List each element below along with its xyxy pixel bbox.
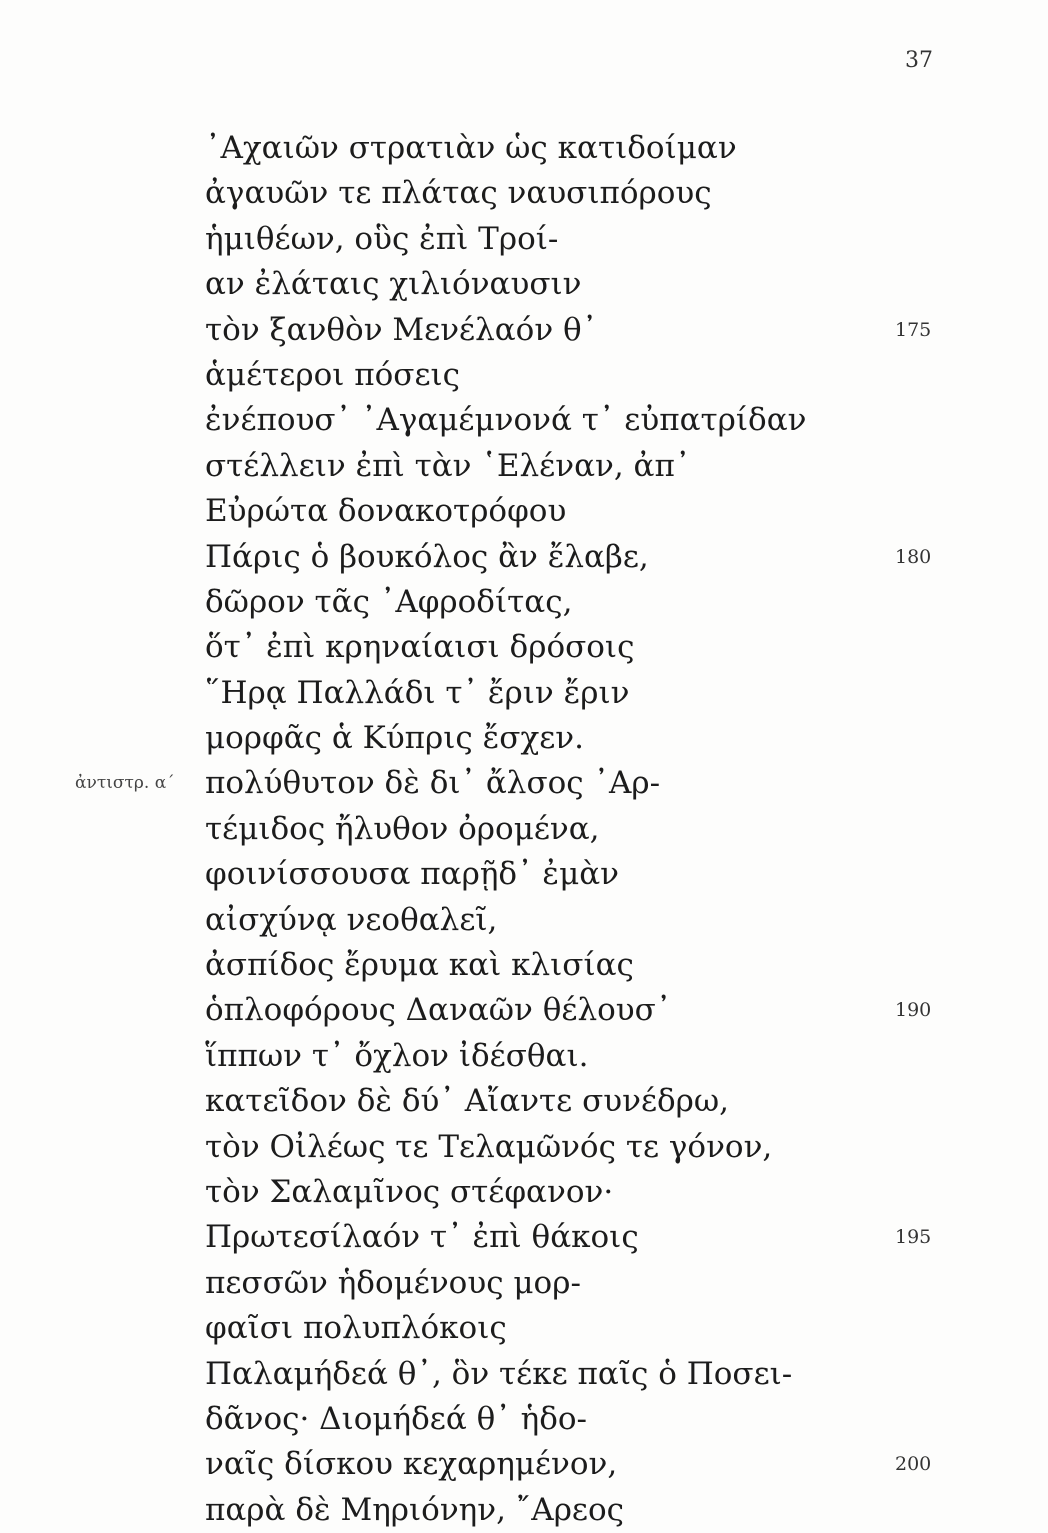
poem-line bbox=[205, 444, 845, 489]
poem-line bbox=[205, 988, 932, 1033]
poem-line bbox=[205, 353, 845, 398]
line-number: 195 bbox=[895, 1226, 932, 1249]
poem-line-text: τὸν Σαλαμῖνος στέφανον· bbox=[205, 1173, 614, 1210]
poem-line-text: ναῖς δίσκου κεχαρημένον, bbox=[205, 1446, 618, 1483]
poem-line-text: ὅτ᾿ ἐπὶ κρηναίαισι δρόσοις bbox=[205, 629, 635, 666]
poem-line bbox=[205, 580, 845, 625]
strophe-marker: ἀντιστρ. α´ bbox=[75, 773, 175, 794]
poem-line-text: παρὰ δὲ Μηριόνην, ῎Αρεος bbox=[205, 1491, 624, 1528]
poem-line-text: φοινίσσουσα παρῇδ᾿ ἐμὰν bbox=[205, 856, 619, 893]
poem-line bbox=[205, 126, 845, 171]
poem-line-text: ἡμιθέων, οὓς ἐπὶ Τροί- bbox=[205, 220, 559, 257]
poem-line bbox=[205, 807, 845, 852]
poem-text-block bbox=[75, 126, 932, 1533]
poem-line-text: αν ἐλάταις χιλιόναυσιν bbox=[205, 266, 582, 303]
poem-line bbox=[205, 1215, 932, 1260]
poem-line bbox=[205, 1170, 845, 1215]
poem-line-text: τὸν ξανθὸν Μενέλαόν θ᾿ bbox=[205, 311, 598, 348]
poem-line-text: Παλαμήδεά θ᾿, ὃν τέκε παῖς ὁ Ποσει- bbox=[205, 1355, 793, 1392]
poem-line-text: τέμιδος ἤλυθον ὀρομένα, bbox=[205, 810, 600, 847]
poem-line bbox=[205, 1079, 845, 1124]
poem-line-text: δᾶνος· Διομήδεά θ᾿ ἡδο- bbox=[205, 1400, 588, 1437]
poem-line-text: ἁμέτεροι πόσεις bbox=[205, 356, 461, 393]
poem-line bbox=[205, 535, 932, 580]
poem-line-text: ὁπλοφόρους Δαναῶν θέλουσ᾿ bbox=[205, 992, 672, 1029]
poem-line-text: ᾿Αχαιῶν στρατιὰν ὡς κατιδοίμαν bbox=[205, 130, 737, 166]
poem-line bbox=[205, 716, 845, 761]
poem-line bbox=[205, 943, 845, 988]
poem-line bbox=[205, 1306, 845, 1351]
poem-line-text: ἀγαυῶν τε πλάτας ναυσιπόρους bbox=[205, 175, 712, 212]
poem-line-text: ἀσπίδος ἔρυμα καὶ κλισίας bbox=[205, 947, 634, 984]
poem-line-text: φαῖσι πολυπλόκοις bbox=[205, 1310, 507, 1347]
line-number: 180 bbox=[895, 545, 932, 568]
poem-line bbox=[205, 1352, 845, 1397]
poem-line bbox=[205, 308, 932, 353]
poem-line bbox=[205, 217, 845, 262]
poem-line bbox=[75, 761, 845, 806]
line-number: 175 bbox=[895, 318, 932, 341]
poem-line-text: Εὐρώτα δονακοτρόφου bbox=[205, 493, 567, 530]
page-number: 37 bbox=[905, 48, 933, 73]
poem-line bbox=[205, 1125, 845, 1170]
line-number: 200 bbox=[895, 1453, 932, 1476]
poem-line bbox=[205, 262, 845, 307]
poem-line-text: τὸν Οἰλέως τε Τελαμῶνός τε γόνον, bbox=[205, 1128, 773, 1165]
poem-line bbox=[205, 398, 845, 443]
poem-line bbox=[205, 1034, 845, 1079]
poem-line bbox=[205, 625, 845, 670]
poem-line-text: ῞Ηρᾳ Παλλάδι τ᾿ ἔριν ἔριν bbox=[205, 674, 630, 711]
poem-line bbox=[205, 171, 845, 216]
poem-line-text: Πρωτεσίλαόν τ᾿ ἐπὶ θάκοις bbox=[205, 1219, 639, 1256]
poem-line bbox=[205, 1397, 845, 1442]
poem-line-text: Πάρις ὁ βουκόλος ἂν ἔλαβε, bbox=[205, 538, 649, 575]
poem-line bbox=[205, 671, 845, 716]
poem-line-text: στέλλειν ἐπὶ τὰν ῾Ελέναν, ἀπ᾿ bbox=[205, 447, 691, 484]
line-number: 190 bbox=[895, 999, 932, 1022]
poem-line-text: κατεῖδον δὲ δύ᾿ Αἴαντε συνέδρω, bbox=[205, 1083, 730, 1120]
poem-line bbox=[205, 1442, 932, 1487]
poem-line-text: πολύθυτον δὲ δι᾿ ἄλσος ᾿Αρ- bbox=[205, 765, 661, 802]
poem-line bbox=[205, 1488, 845, 1533]
poem-line-text: πεσσῶν ἡδομένους μορ- bbox=[205, 1264, 581, 1301]
poem-line bbox=[205, 852, 845, 897]
poem-line-text: μορφᾶς ἁ Κύπρις ἔσχεν. bbox=[205, 720, 584, 757]
poem-line bbox=[205, 1261, 845, 1306]
poem-line-text: ἵππων τ᾿ ὄχλον ἰδέσθαι. bbox=[205, 1037, 589, 1074]
poem-line-text: ἐνέπουσ᾿ ᾿Αγαμέμνονά τ᾿ εὐπατρίδαν bbox=[205, 402, 807, 439]
poem-line-text: αἰσχύνᾳ νεοθαλεῖ, bbox=[205, 901, 498, 938]
poem-line-text: δῶρον τᾶς ᾿Αφροδίτας, bbox=[205, 583, 573, 620]
poem-line bbox=[205, 489, 845, 534]
poem-line bbox=[205, 898, 845, 943]
